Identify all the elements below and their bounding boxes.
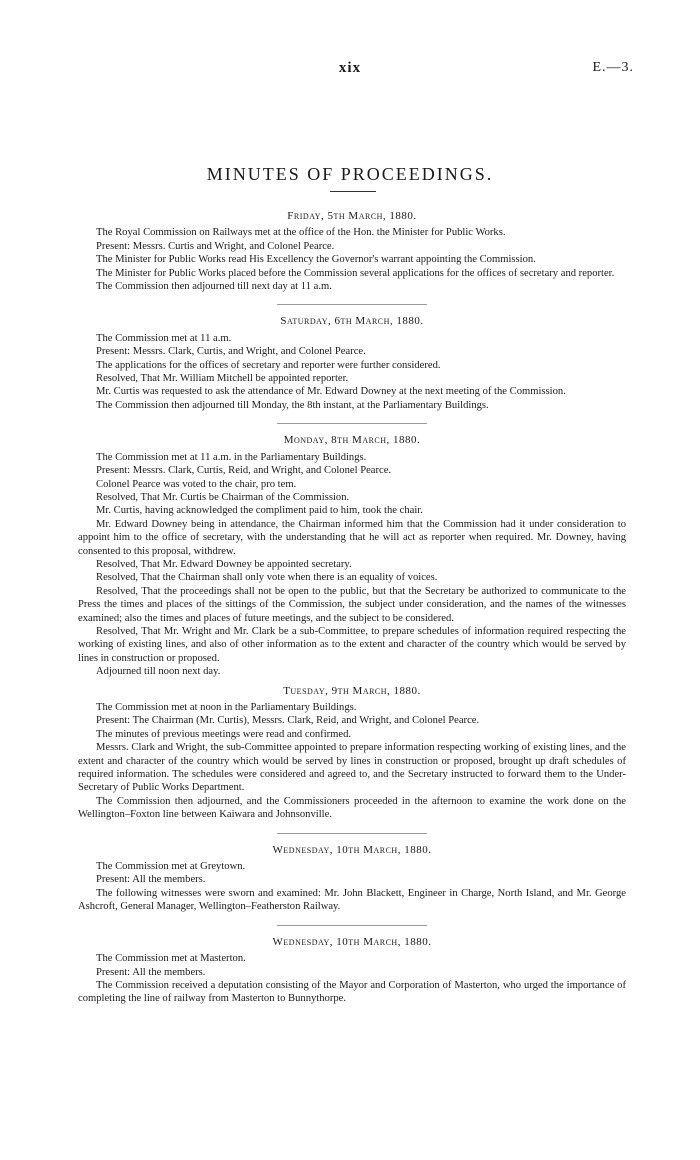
minute-paragraph: The Commission received a deputation consisting of the Mayor and Corporation of Masterton, who urged the importance of completing the line of railway from Masterton to Bunnythorpe. bbox=[78, 979, 626, 1005]
meeting-section bbox=[78, 315, 626, 412]
minute-paragraph: The applications for the offices of secretary and reporter were further considered. bbox=[96, 359, 441, 371]
page-title: MINUTES OF PROCEEDINGS. bbox=[206, 164, 494, 184]
minute-paragraph: Colonel Pearce was voted to the chair, pro tem. bbox=[96, 478, 297, 490]
minute-paragraph: The Commission then adjourned, and the Commissioners proceeded in the afternoon to examine the work done on the Wellington–Foxton line between Kaiwara and Johnsonville. bbox=[78, 795, 626, 821]
section-divider bbox=[277, 423, 427, 424]
minute-paragraph: Present: Messrs. Clark, Curtis, Reid, and Wright, and Colonel Pearce. bbox=[96, 465, 392, 477]
meeting-section bbox=[78, 844, 626, 914]
minute-paragraph: The Commission met at Masterton. bbox=[96, 953, 246, 965]
minute-paragraph: Present: Messrs. Clark, Curtis, and Wright, and Colonel Pearce. bbox=[96, 346, 366, 358]
minute-paragraph: Present: All the members. bbox=[96, 874, 206, 886]
minute-paragraph: Resolved, That the Chairman shall only vote when there is an equality of voices. bbox=[96, 572, 438, 584]
minute-paragraph: Mr. Edward Downey being in attendance, the Chairman informed him that the Commission had it under consideration to appoint him to the office of secretary, with the understanding that he will act as reporter when required. Mr. Downey, having consented to this proposal, withdrew. bbox=[78, 518, 626, 557]
section-divider bbox=[277, 925, 427, 926]
meeting-section bbox=[78, 434, 626, 678]
minutes-content bbox=[78, 210, 626, 1010]
minute-paragraph: Present: All the members. bbox=[96, 966, 206, 978]
minute-paragraph: Present: The Chairman (Mr. Curtis), Messrs. Clark, Reid, and Wright, and Colonel Pearce. bbox=[96, 715, 480, 727]
minute-paragraph: Resolved, That the proceedings shall not be open to the public, but that the Secretary be authorized to communicate to the Press the times and places of the sittings of the Commission, the subject under consideration, and the names of the witnesses examined; also the times and places of future meetings, and the subject to be considered. bbox=[78, 585, 626, 624]
meeting-date: Friday, 5th March, 1880. bbox=[287, 210, 417, 222]
minute-paragraph: Present: Messrs. Curtis and Wright, and Colonel Pearce. bbox=[96, 240, 335, 252]
meeting-section bbox=[78, 936, 626, 1006]
minute-paragraph: Resolved, That Mr. Wright and Mr. Clark be a sub-Committee, to prepare schedules of information required respecting the working of existing lines, and also of other information as to the extent and character of the country which would be served by lines in construction or proposed. bbox=[78, 625, 626, 664]
meeting-section bbox=[78, 210, 626, 293]
minute-paragraph: Resolved, That Mr. Edward Downey be appointed secretary. bbox=[96, 558, 352, 570]
minute-paragraph: Resolved, That Mr. Curtis be Chairman of the Commission. bbox=[96, 491, 350, 503]
meeting-date: Monday, 8th March, 1880. bbox=[283, 434, 421, 447]
minute-paragraph: The minutes of previous meetings were read and confirmed. bbox=[96, 728, 352, 740]
minute-paragraph: The Commission met at 11 a.m. bbox=[96, 332, 232, 344]
minute-paragraph: The Commission then adjourned till Monday, the 8th instant, at the Parliamentary Buildings. bbox=[96, 399, 489, 411]
section-divider bbox=[277, 304, 427, 305]
minute-paragraph: The Commission met at noon in the Parliamentary Buildings. bbox=[96, 702, 357, 713]
meeting-date: Wednesday, 10th March, 1880. bbox=[272, 843, 432, 856]
meeting-date: Tuesday, 9th March, 1880. bbox=[283, 684, 421, 697]
section-divider bbox=[277, 833, 427, 834]
minute-paragraph: Mr. Curtis was requested to ask the attendance of Mr. Edward Downey at the next meeting of the Commission. bbox=[96, 386, 566, 398]
page-number: xix bbox=[338, 60, 362, 76]
minute-paragraph: The Minister for Public Works placed before the Commission several applications for the offices of secretary and reporter. bbox=[96, 267, 615, 279]
minute-paragraph: Adjourned till noon next day. bbox=[96, 666, 221, 678]
minute-paragraph: The Commission then adjourned till next day at 11 a.m. bbox=[96, 281, 332, 293]
meeting-date: Saturday, 6th March, 1880. bbox=[280, 315, 424, 328]
title-rule bbox=[330, 191, 376, 192]
minute-paragraph: Mr. Curtis, having acknowledged the compliment paid to him, took the chair. bbox=[96, 505, 423, 517]
meeting-section bbox=[78, 685, 626, 822]
minute-paragraph: The Royal Commission on Railways met at the office of the Hon. the Minister for Public Works. bbox=[96, 227, 506, 239]
minute-paragraph: The Commission met at 11 a.m. in the Parliamentary Buildings. bbox=[96, 451, 367, 463]
meeting-date: Wednesday, 10th March, 1880. bbox=[272, 935, 432, 948]
document-reference: E.—3. bbox=[592, 60, 634, 75]
minute-paragraph: Resolved, That Mr. William Mitchell be appointed reporter. bbox=[96, 373, 349, 385]
minute-paragraph: The Commission met at Greytown. bbox=[96, 861, 246, 873]
minute-paragraph: The following witnesses were sworn and examined: Mr. John Blackett, Engineer in Charge, North Island, and Mr. George Ashcroft, General Manager, Wellington–Featherston Railway. bbox=[78, 887, 626, 913]
minute-paragraph: The Minister for Public Works read His Excellency the Governor's warrant appointing the Commission. bbox=[96, 254, 536, 266]
minute-paragraph: Messrs. Clark and Wright, the sub-Committee appointed to prepare information respecting working of existing lines, and the extent and character of the country which would be served by lines in construction or proposed, brought up draft schedules of required information. The schedules were considered and agreed to, and the Secretary instructed to forward them to the Under-Secretary of Public Works Department. bbox=[78, 742, 626, 794]
